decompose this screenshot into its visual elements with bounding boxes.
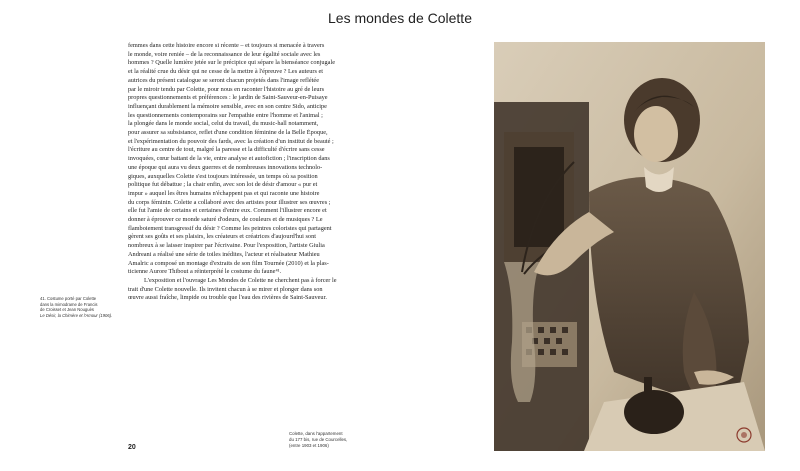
side-note-line: de Croisset et Jean Nouguès — [40, 307, 95, 313]
body-text-line: femmes dans cette histoire encore si récente – et toujours si menacée à travers — [128, 42, 325, 49]
body-text-line: Amalric a composé un montage d'extraits de son film Tournée (2010) et la plas- — [128, 259, 329, 267]
body-text-line: Andreani a réalisé une série de toiles inédites, l'acteur et réalisateur Mathieu — [128, 250, 320, 258]
side-note-line: 41. Costume porté par Colette — [40, 296, 97, 301]
body-text-line: et l'expérimentation du pouvoir des fards, avec la création d'un institut de beauté ; — [128, 137, 334, 145]
page-title: Les mondes de Colette — [328, 10, 472, 26]
caption-line: du 177 bis, rue de Courcelles, — [289, 436, 348, 442]
colette-photograph — [494, 42, 765, 451]
body-text-line: invoquées, cœur battant de la vie, entre analyse et autofiction ; l'inscription dans — [128, 155, 330, 163]
body-text-line: le monde, voire reniée – de la reconnaissance de leur égalité sociale avec les — [128, 50, 321, 58]
body-text-line: hommes ? Quelle lumière jetée sur le précipice qui sépare la bienséance conjugale — [128, 59, 336, 67]
caption-line: (entre 1903 et 1906) — [289, 442, 329, 448]
body-text-line: l'écriture au centre de tout, malgré la paresse et la difficulté d'écrire sans cesse — [128, 146, 325, 154]
body-text-line: les questionnements contemporains sur l'empathie entre l'homme et l'animal ; — [128, 111, 323, 119]
body-text-line: par le miroir tendu par Colette, pour nous en raconter l'histoire au gré de leurs — [128, 85, 325, 93]
body-text-line: œuvre aussi fraîche, limpide ou trouble que l'eau des rivières de Saint-Sauveur. — [128, 294, 327, 302]
body-text-line: gèrent ses goûts et ses plaisirs, les créateurs et créatrices d'aujourd'hui sont — [128, 233, 316, 241]
body-text-line: donner à éprouver ce monde saturé d'odeurs, de couleurs et de musiques ? Le — [128, 216, 323, 224]
body-text-line: impur » auquel les êtres humains n'échappent pas et qui raconte une histoire — [128, 189, 320, 197]
body-text-line: une époque qui aura vu deux guerres et de nombreuses innovations technolo- — [128, 163, 323, 171]
body-text-line: giques, auxquelles Colette s'est toujours intéressée, un temps où sa position — [128, 172, 318, 180]
page-number: 20 — [128, 444, 136, 451]
body-text-line: et la réalité crue du désir qui ne cesse de la mettre à l'épreuve ? Les auteurs et — [128, 68, 324, 76]
body-text-line: elle fut l'amie de certains et certaines d'entre eux. Comment l'illustrer encore et — [128, 207, 327, 215]
photo-caption — [289, 431, 399, 448]
body-text-line: influençant durablement la mémoire sensible, avec en son centre Sido, anticipe — [128, 102, 327, 110]
body-text-line: autrices du présent catalogue se seront chacun projetés dans l'image reflétée — [128, 76, 320, 84]
photograph-drawing — [494, 42, 765, 451]
body-text-line: ticienne Aurore Thibout a réinterprété le costume du faune⁴¹. — [128, 268, 282, 276]
body-text-line: pour assurer sa subsistance, reflet d'une condition féminine de la Belle Époque, — [128, 129, 328, 137]
body-text-line: flamboiement transgressif du désir ? Comme les peintres coloristes qui partagent — [128, 224, 332, 232]
body-text-line: trait d'une Colette nouvelle. Ils invitent chacun à se mirer et plonger dans son — [128, 285, 323, 293]
body-text-line: propres questionnements et préférences : le jardin de Saint-Sauveur-en-Puisaye — [128, 94, 328, 102]
body-text-line: nombreux à se laisser inspirer par l'écrivaine. Pour l'exposition, l'artiste Giulia — [128, 242, 325, 250]
body-text-line: la plongée dans le monde social, celui du travail, du music-hall notamment, — [128, 120, 319, 128]
body-text-line: politique fut débattue ; la chair enfin, avec son lot de désir d'amour « pur et — [128, 181, 318, 189]
caption-line: Colette, dans l'appartement — [289, 431, 343, 436]
side-note-line: Le Désir, la Chimère et l'Amour (1906). — [40, 312, 113, 318]
side-note — [40, 296, 122, 318]
body-text-line: du corps féminin. Colette a collaboré avec des artistes pour illustrer ses œuvres ; — [128, 198, 331, 206]
side-note-line: dans la mimodrame de Francis — [40, 301, 98, 307]
body-text-line: L'exposition et l'ouvrage Les Mondes de Colette ne cherchent pas à forcer le — [144, 276, 337, 284]
body-text — [128, 42, 364, 303]
